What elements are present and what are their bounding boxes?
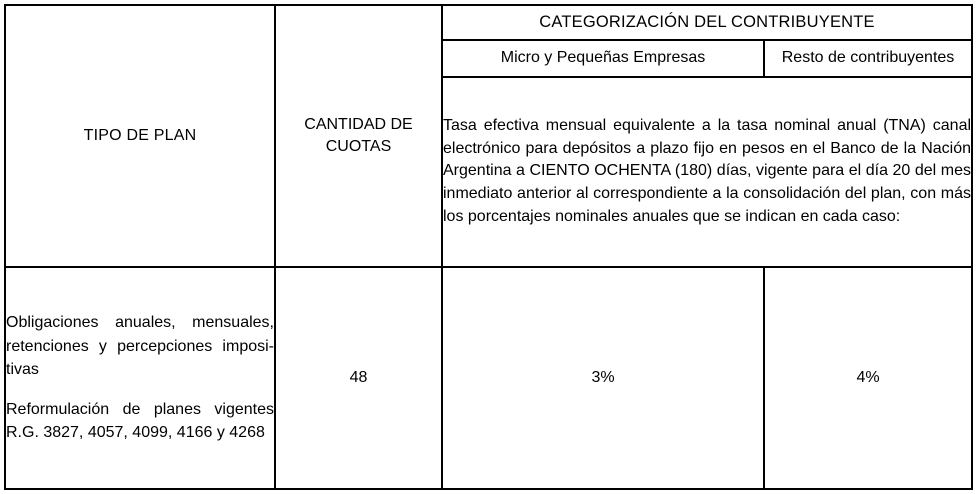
plan-description-line-2: Reformulación de planes vigentes R.G. 3827, 4057, 4099, 4166 y 4268 <box>6 401 274 442</box>
header-cell-rate-description: Tasa efectiva mensual equivalente a la tasa nominal anual (TNA) canal electrónico para depósitos a plazo fijo en pesos en el Banco de la Nación Argentina a CIENTO OCHENTA (180) días, vigente para el día 20 del mes inmediato anterior al correspondiente a la consolidación del plan, con más los porcentajes nominales anuales que se indican en cada caso: <box>442 77 972 267</box>
table-row <box>5 267 972 489</box>
header-label-tipo-plan: TIPO DE PLAN <box>83 126 197 144</box>
header-cell-tipo-plan <box>5 5 275 267</box>
table-header-row-category <box>5 5 972 40</box>
rate-table <box>4 4 973 490</box>
cell-resto-value: 4% <box>764 267 972 489</box>
header-cell-resto-contribuyentes: Resto de contribuyentes <box>764 40 972 77</box>
cell-micro-value: 3% <box>442 267 764 489</box>
header-cell-cantidad-cuotas <box>275 5 442 267</box>
plan-description-line-1: Obligaciones anuales, mensuales, retenciones y percepciones imposi-tivas <box>6 314 274 378</box>
header-cell-categorizacion: CATEGORIZACIÓN DEL CONTRIBUYENTE <box>442 5 972 40</box>
cell-cuotas-value: 48 <box>275 267 442 489</box>
header-cell-micro-pequenas: Micro y Pequeñas Empresas <box>442 40 764 77</box>
header-label-cantidad-cuotas: CANTIDAD DE CUOTAS <box>304 116 413 155</box>
cell-plan-description <box>5 267 275 489</box>
